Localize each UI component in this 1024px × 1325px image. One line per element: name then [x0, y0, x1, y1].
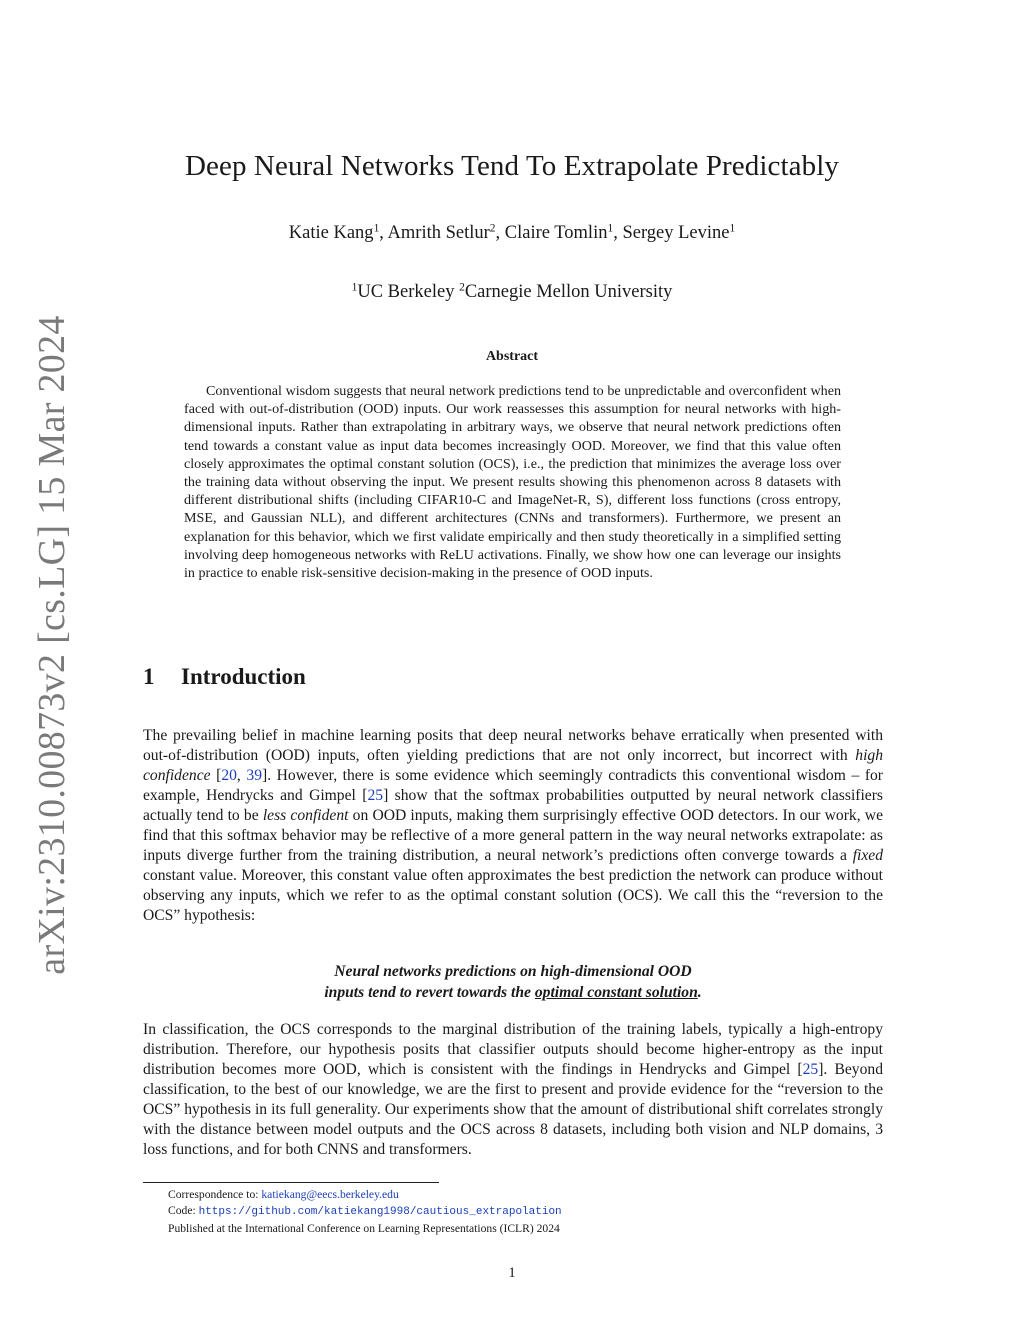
author [505, 223, 613, 243]
footnote-correspondence [168, 1187, 562, 1203]
citation-link[interactable]: 25 [367, 786, 384, 804]
affiliation-list [0, 282, 1024, 303]
intro-paragraph-2: In classification, the OCS corresponds to the marginal distribution of the training labels, typically a high-entropy distribution. Therefore, our hypothesis posits that classifier outputs should become higher-entropy as the input distribution becomes more OOD, which is consistent with the findings in Hendrycks and Gimpel [25]. Beyond classification, to the best of our knowledge, we are the first to present and provide evidence for the “reversion to the OCS” hypothesis in its full generality. Our experiments show that the amount of distributional shift correlates strongly with the distance between model outputs and the OCS across 8 datasets, including both vision and NLP domains, 3 loss functions, and for both CNNS and transformers. [143, 1021, 883, 1158]
footnote-code [168, 1203, 562, 1220]
affiliation-marker: 1 [373, 222, 380, 235]
paper-title: Deep Neural Networks Tend To Extrapolate Predictably [185, 150, 839, 182]
affiliation-marker: 2 [459, 281, 465, 294]
page-number: 1 [508, 1265, 516, 1281]
hypothesis-underlined-term: optimal constant solution [534, 983, 698, 1001]
emphasis-text: fixed [852, 846, 883, 864]
affiliation-name: UC Berkeley [357, 282, 455, 302]
author-name: Claire Tomlin [504, 223, 608, 243]
author [622, 223, 735, 243]
section-title: Introduction [181, 664, 306, 689]
citation-link[interactable]: 20 [221, 766, 237, 784]
abstract-body: Conventional wisdom suggests that neural network predictions tend to be unpredictable and overconfident when faced with out-of-distribution (OOD) inputs. Our work reassesses this assumption for neural networks with high-dimensional inputs. Rather than extrapolating in arbitrary ways, we observe that neural network predictions often tend towards a constant value as input data becomes increasingly OOD. Moreover, we find that this value often closely approximates the optimal constant solution (OCS), i.e., the prediction that minimizes the average loss over the training data without observing the input. We present results showing this phenomenon across 8 datasets with different distributional shifts (including CIFAR10-C and ImageNet-R, S), different loss functions (cross entropy, MSE, and Gaussian NLL), and different architectures (CNNs and transformers). Furthermore, we present an explanation for this behavior, which we first validate empirically and then study theoretically in a simplified setting involving deep homogeneous networks with ReLU activations. Finally, we show how one can leverage our insights in practice to enable risk-sensitive decision-making in the presence of OOD inputs. [184, 383, 841, 582]
hypothesis-line-2-suffix: . [697, 983, 702, 1001]
author-list: Katie Kang$^1$, Amrith Setlur$^2$, Claire Tomlin$^1$, Sergey Levine$^1$ [288, 222, 736, 243]
hypothesis-line-1: Neural networks predictions on high-dimensional OOD [334, 963, 692, 980]
hypothesis-statement [143, 962, 883, 1003]
author-name: Sergey Levine [622, 223, 730, 243]
code-url-link[interactable]: https://github.com/katiekang1998/cautious_extrapolation [198, 1206, 562, 1219]
hypothesis-line-2 [143, 983, 883, 1004]
footnotes [168, 1187, 562, 1237]
arxiv-stamp: arXiv:2310.00873v2 [cs.LG] 15 Mar 2024 [31, 315, 73, 975]
correspondence-email-link[interactable]: katiekang@eecs.berkeley.edu [261, 1188, 399, 1201]
author-name: Amrith Setlur [387, 223, 490, 243]
author-name: Katie Kang [288, 223, 374, 243]
citation-link[interactable]: 39 [246, 766, 262, 784]
abstract-heading: Abstract [485, 349, 539, 364]
affiliation-marker: 1 [351, 281, 358, 294]
affiliation [352, 282, 455, 302]
author [388, 223, 496, 243]
affiliation-marker: 2 [489, 222, 496, 235]
author [289, 223, 380, 243]
citation-link[interactable]: 25 [802, 1060, 819, 1078]
affiliation-marker: 1 [729, 222, 736, 235]
code-label: Code: [168, 1204, 199, 1218]
intro-paragraph-1: The prevailing belief in machine learning posits that deep neural networks behave erratically when presented with out-of-distribution (OOD) inputs, often yielding predictions that are not only incorrect, but incorrect with high confidence [20, 39]. However, there is some evidence which seemingly contradicts this conventional wisdom – for example, Hendrycks and Gimpel [25] show that the softmax probabilities outputted by neural network classifiers actually tend to be less confident on OOD inputs, making them surprisingly effective OOD detectors. In our work, we find that this softmax behavior may be reflective of a more general pattern in the way neural networks extrapolate: as inputs diverge further from the training distribution, a neural network’s predictions often converge towards a fixed constant value. Moreover, this constant value often approximates the best prediction the network can produce without observing any inputs, which we refer to as the optimal constant solution (OCS). We call this the “reversion to the OCS” hypothesis: [143, 727, 883, 924]
emphasis-text: less confident [262, 806, 349, 824]
correspondence-label: Correspondence to: [168, 1188, 262, 1201]
section-heading [143, 664, 306, 690]
affiliation-name: Carnegie Mellon University [464, 282, 673, 302]
section-number: 1 [143, 664, 155, 689]
emphasis-text: high confidence [143, 746, 883, 784]
affiliation [459, 282, 672, 302]
footnote-rule [143, 1182, 439, 1183]
hypothesis-line-2-prefix: inputs tend to revert towards the [324, 983, 535, 1001]
affiliation-marker: 1 [607, 222, 614, 235]
footnote-published: Published at the International Conference on Learning Representations (ICLR) 2024 [168, 1221, 560, 1235]
